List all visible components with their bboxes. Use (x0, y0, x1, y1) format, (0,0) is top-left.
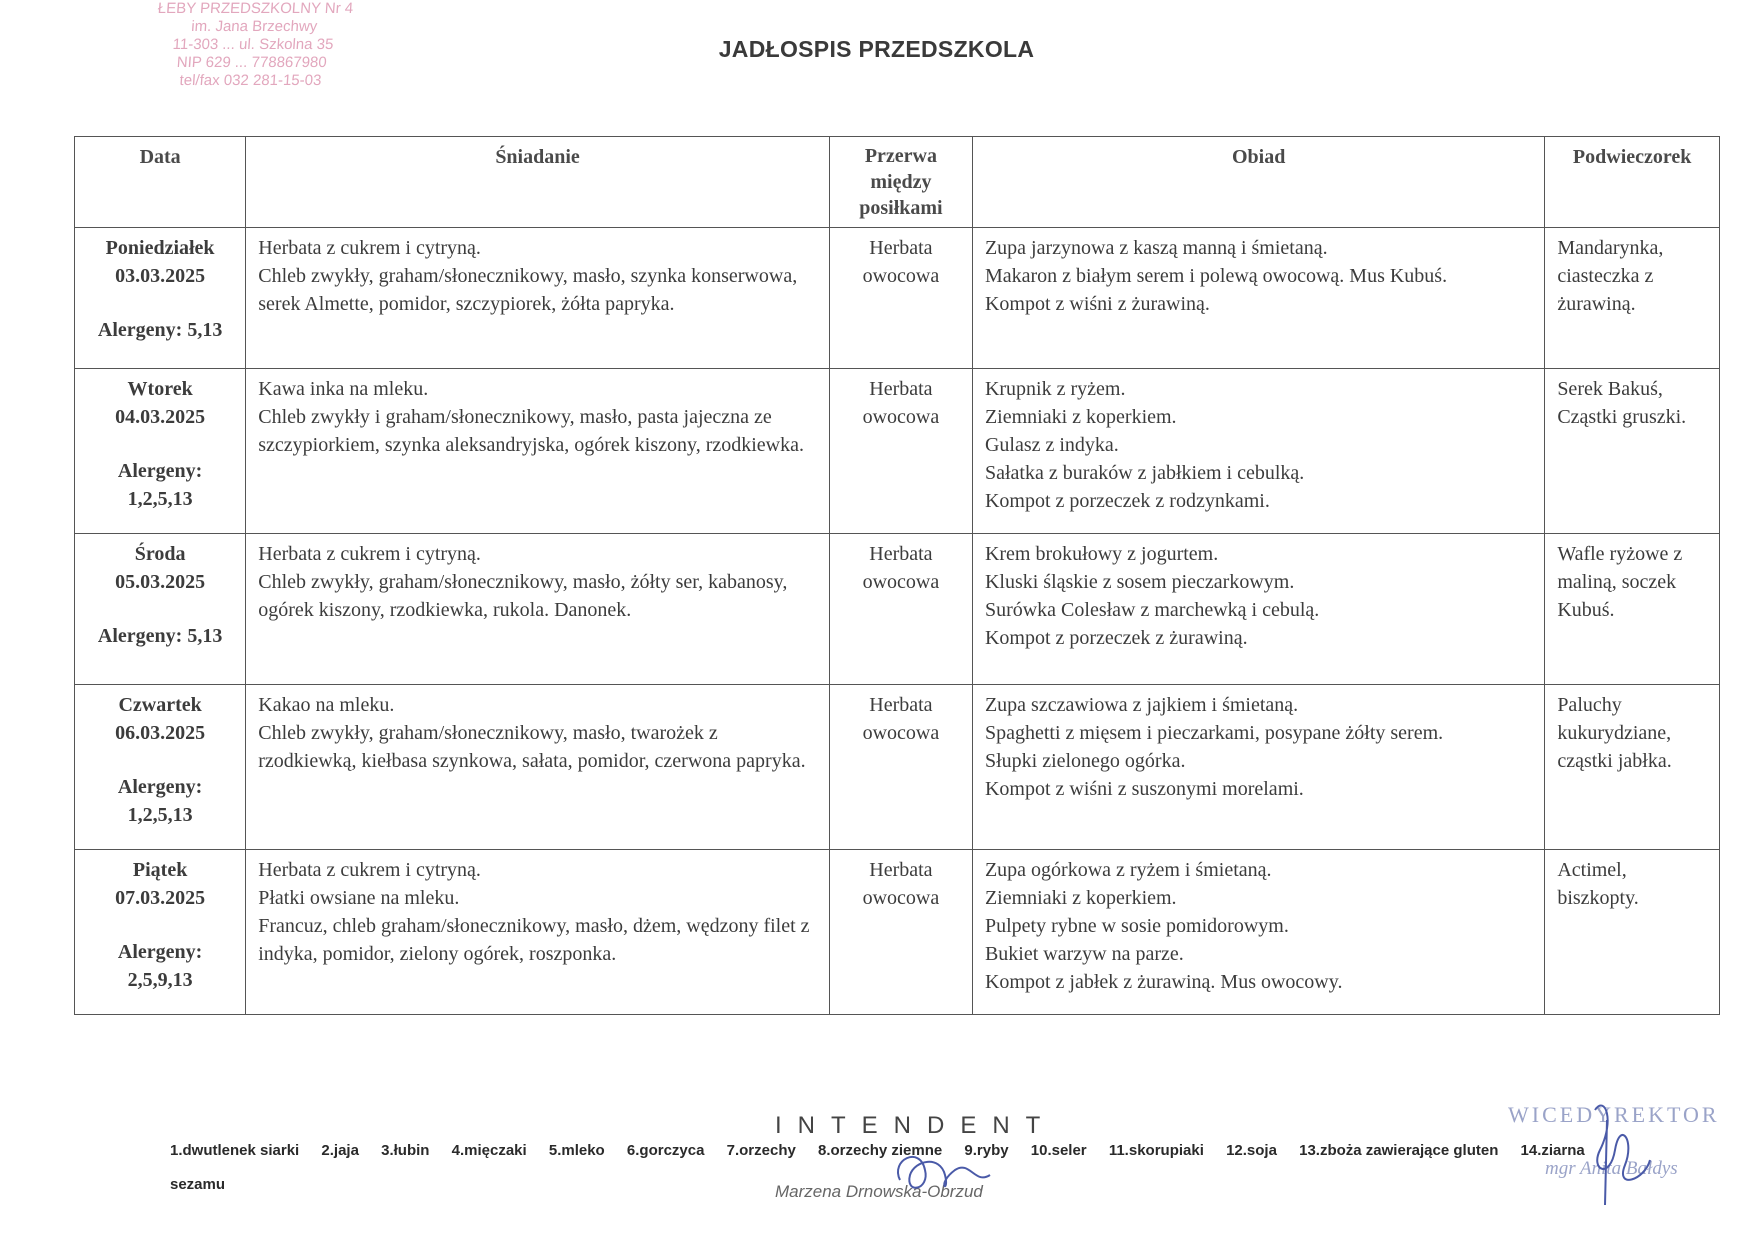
przerwa-cell: Herbata owocowa (829, 850, 972, 1015)
podwieczorek-cell: Actimel, biszkopty. (1545, 850, 1720, 1015)
legend-item: 11.skorupiaki (1108, 1142, 1204, 1159)
legend-item: 5.mleko (548, 1142, 605, 1159)
legend-item: 10.seler (1030, 1142, 1087, 1159)
meal-item: Bukiet warzyw na parze. (984, 943, 1184, 965)
legend-item: 6.gorczyca (626, 1142, 705, 1159)
podwieczorek-cell: Wafle ryżowe z maliną, soczek Kubuś. (1545, 534, 1720, 685)
meal-item: Zupa ogórkowa z ryżem i śmietaną. (984, 859, 1272, 881)
day-date: 05.03.2025 (115, 571, 206, 593)
meal-item: Francuz, chleb graham/słonecznikowy, masło, dżem, wędzony filet z indyka, pomidor, zielony ogórek, roszponka. (258, 915, 810, 965)
table-row (75, 534, 1720, 685)
day-cell (75, 685, 246, 850)
day-date: 04.03.2025 (115, 406, 206, 428)
director-signature-icon (1555, 1090, 1675, 1210)
sniadanie-cell (246, 850, 830, 1015)
przerwa-cell: Herbata owocowa (829, 685, 972, 850)
meal-item: Kompot z jabłek z żurawiną. Mus owocowy. (984, 971, 1343, 993)
meal-item: Ziemniaki z koperkiem. (984, 887, 1177, 909)
allergens: Alergeny: 2,5,9,13 (117, 941, 203, 991)
legend-item: 1.dwutlenek siarki (170, 1142, 300, 1159)
day-name: Poniedziałek (105, 237, 215, 259)
day-date: 03.03.2025 (115, 265, 206, 287)
day-cell (75, 369, 246, 534)
meal-item: Surówka Colesław z marchewką i cebulą. (984, 599, 1320, 621)
stamp-line: NIP 629 ... 778867980 (176, 54, 328, 71)
director-name: mgr Anita Bałdys (1545, 1158, 1678, 1179)
intendent-label: INTENDENT (775, 1112, 1057, 1139)
header-data: Data (75, 137, 246, 228)
allergens: Alergeny: 1,2,5,13 (117, 776, 203, 826)
meal-item: Sałatka z buraków z jabłkiem i cebulką. (984, 462, 1305, 484)
header-przerwa: Przerwa między posiłkami (829, 137, 972, 228)
meal-item: Ziemniaki z koperkiem. (984, 406, 1177, 428)
table-header-row (75, 137, 1720, 228)
legend-item: 4.mięczaki (451, 1142, 527, 1159)
table-row (75, 369, 1720, 534)
meal-item: Krupnik z ryżem. (984, 378, 1126, 400)
obiad-cell (972, 534, 1544, 685)
legend-item: 3.łubin (381, 1142, 430, 1159)
intendent-signature-icon (880, 1140, 1030, 1200)
stamp-line: ŁEBY PRZEDSZKOLNY Nr 4 (157, 0, 354, 17)
day-cell (75, 534, 246, 685)
legend-item: 8.orzechy ziemne (818, 1142, 943, 1159)
meal-item: Chleb zwykły, graham/słonecznikowy, masło, twarożek z rzodkiewką, kiełbasa szynkowa, sałata, pomidor, czerwona papryka. (258, 722, 806, 772)
obiad-cell (972, 850, 1544, 1015)
allergens: Alergeny: 5,13 (97, 319, 223, 341)
legend-item: 9.ryby (964, 1142, 1009, 1159)
legend-item: 14.ziarna sezamu (170, 1142, 1585, 1193)
meal-item: Krem brokułowy z jogurtem. (984, 543, 1219, 565)
meal-item: Herbata z cukrem i cytryną. (258, 859, 481, 881)
day-date: 06.03.2025 (115, 722, 206, 744)
obiad-cell (972, 369, 1544, 534)
sniadanie-cell (246, 685, 830, 850)
stamp-line: tel/fax 032 281-15-03 (179, 72, 323, 89)
podwieczorek-cell: Paluchy kukurydziane, cząstki jabłka. (1545, 685, 1720, 850)
meal-item: Kawa inka na mleku. (258, 378, 429, 400)
legend-item: 7.orzechy (726, 1142, 796, 1159)
meal-item: Herbata z cukrem i cytryną. (258, 237, 481, 259)
allergens: Alergeny: 5,13 (97, 625, 223, 647)
meal-item: Gulasz z indyka. (984, 434, 1119, 456)
menu-table (74, 136, 1720, 1015)
meal-item: Chleb zwykły i graham/słonecznikowy, masło, pasta jajeczna ze szczypiorkiem, szynka aleksandryjska, ogórek kiszony, rzodkiewka. (258, 406, 805, 456)
meal-item: Herbata z cukrem i cytryną. (258, 543, 481, 565)
day-name: Wtorek (127, 378, 193, 400)
table-row (75, 850, 1720, 1015)
table-row (75, 685, 1720, 850)
header-sniadanie: Śniadanie (246, 137, 830, 228)
meal-item: Makaron z białym serem i polewą owocową. Mus Kubuś. (984, 265, 1448, 287)
header-podwieczorek: Podwieczorek (1545, 137, 1720, 228)
day-cell (75, 850, 246, 1015)
day-name: Piątek (132, 859, 188, 881)
stamp-line: im. Jana Brzechwy (190, 18, 318, 35)
meal-item: Kompot z porzeczek z rodzynkami. (984, 490, 1270, 512)
sniadanie-cell (246, 369, 830, 534)
meal-item: Słupki zielonego ogórka. (984, 750, 1186, 772)
meal-item: Chleb zwykły, graham/słonecznikowy, masło, szynka konserwowa, serek Almette, pomidor, szczypiorek, żółta papryka. (258, 265, 798, 315)
sniadanie-cell (246, 228, 830, 369)
meal-item: Zupa szczawiowa z jajkiem i śmietaną. (984, 694, 1299, 716)
allergens: Alergeny: 1,2,5,13 (117, 460, 203, 510)
day-name: Czwartek (118, 694, 202, 716)
stamp-line: 11-303 ... ul. Szkolna 35 (172, 36, 334, 53)
sniadanie-cell (246, 534, 830, 685)
meal-item: Kluski śląskie z sosem pieczarkowym. (984, 571, 1295, 593)
obiad-cell (972, 228, 1544, 369)
day-name: Środa (134, 543, 186, 565)
podwieczorek-cell: Mandarynka, ciasteczka z żurawiną. (1545, 228, 1720, 369)
day-date: 07.03.2025 (115, 887, 206, 909)
legend-item: 12.soja (1226, 1142, 1277, 1159)
meal-item: Chleb zwykły, graham/słonecznikowy, masło, żółty ser, kabanosy, ogórek kiszony, rzodkiewka, rukola. Danonek. (258, 571, 788, 621)
table-row (75, 228, 1720, 369)
przerwa-cell: Herbata owocowa (829, 369, 972, 534)
meal-item: Spaghetti z mięsem i pieczarkami, posypane żółty serem. (984, 722, 1444, 744)
meal-item: Zupa jarzynowa z kaszą manną i śmietaną. (984, 237, 1328, 259)
meal-item: Kompot z wiśni z żurawiną. (984, 293, 1210, 315)
obiad-cell (972, 685, 1544, 850)
meal-item: Kompot z porzeczek z żurawiną. (984, 627, 1248, 649)
legend-item: 2.jaja (321, 1142, 359, 1159)
przerwa-cell: Herbata owocowa (829, 534, 972, 685)
day-cell (75, 228, 246, 369)
intendent-name: Marzena Drnowska-Obrzud (775, 1182, 983, 1201)
meal-item: Pulpety rybne w sosie pomidorowym. (984, 915, 1289, 937)
header-obiad: Obiad (972, 137, 1544, 228)
podwieczorek-cell: Serek Bakuś, Cząstki gruszki. (1545, 369, 1720, 534)
meal-item: Kakao na mleku. (258, 694, 395, 716)
director-label: WICEDYREKTOR (1508, 1102, 1720, 1127)
page-title: JADŁOSPIS PRZEDSZKOLA (718, 36, 1035, 62)
meal-item: Kompot z wiśni z suszonymi morelami. (984, 778, 1304, 800)
legend-item: 13.zboża zawierające gluten (1299, 1142, 1499, 1159)
meal-item: Płatki owsiane na mleku. (258, 887, 460, 909)
przerwa-cell: Herbata owocowa (829, 228, 972, 369)
